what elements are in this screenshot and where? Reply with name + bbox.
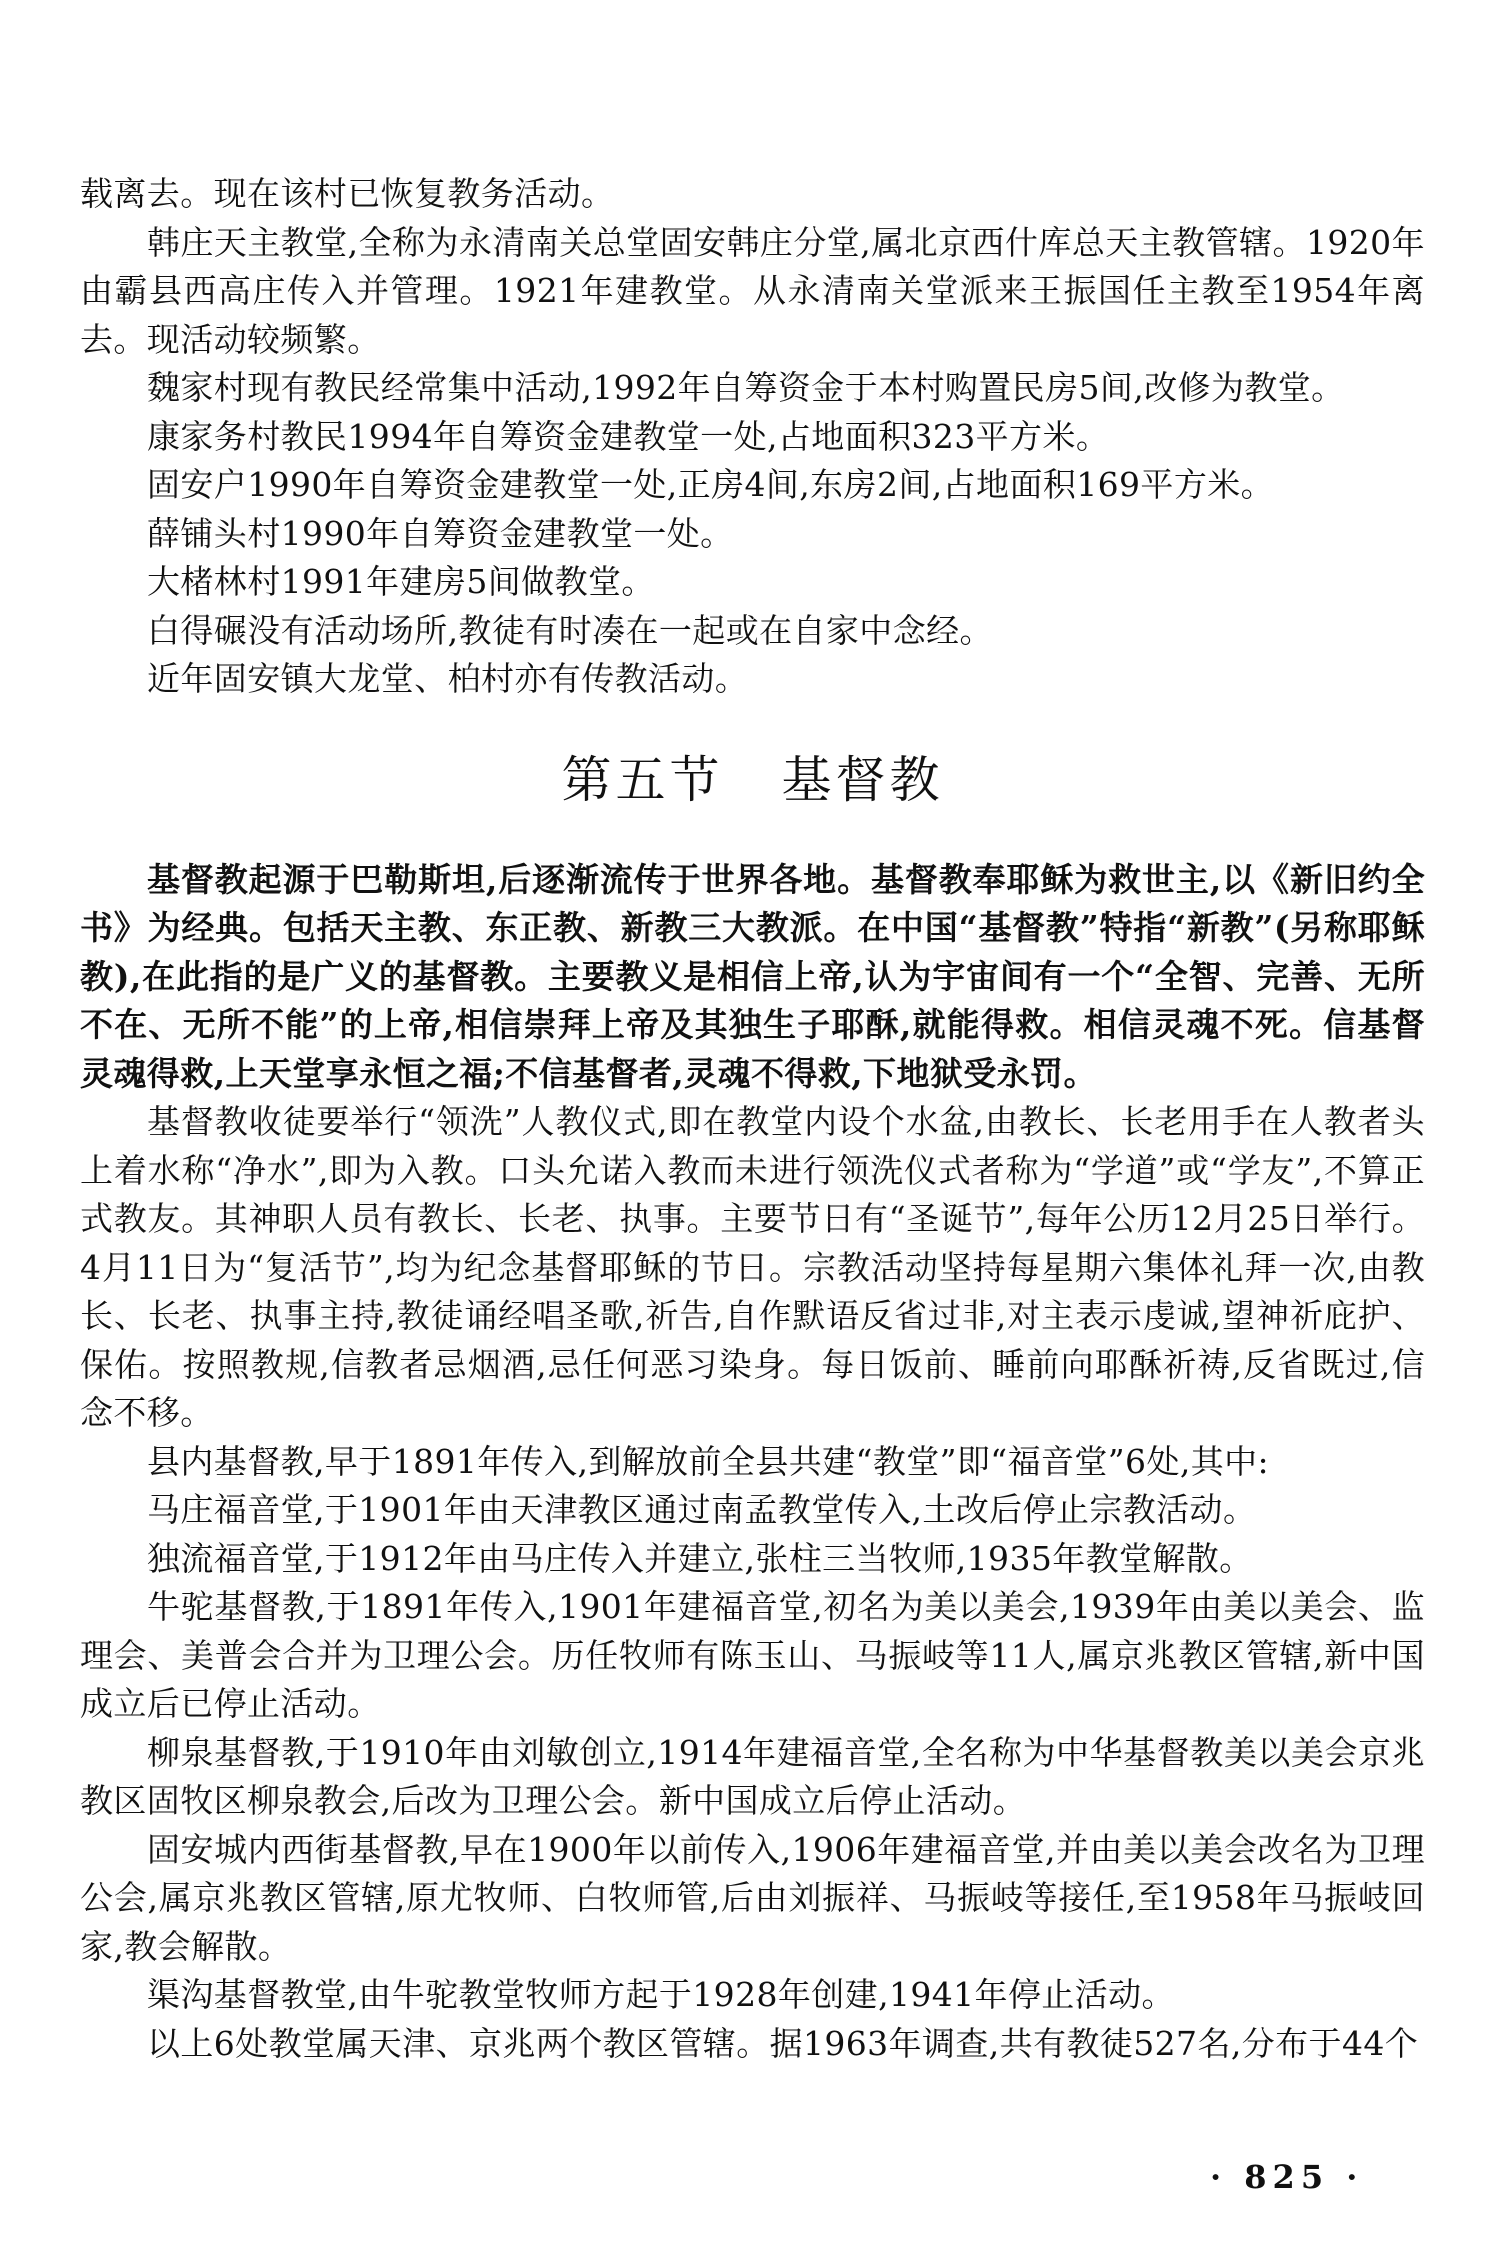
paragraph: 独流福音堂,于1912年由马庄传入并建立,张柱三当牧师,1935年教堂解散。 [147, 1538, 1253, 1578]
section-number: 第五节 [561, 750, 724, 809]
text-block-top [80, 170, 1425, 704]
section-heading [80, 745, 1425, 815]
paragraph: 薛铺头村1990年自筹资金建教堂一处。 [147, 513, 734, 553]
paragraph: 载离去。现在该村已恢复教务活动。 [80, 174, 615, 213]
page-number: · 825 · [1210, 2158, 1364, 2196]
paragraph: 渠沟基督教堂,由牛驼教堂牧师方起于1928年创建,1941年停止活动。 [147, 1975, 1175, 2014]
paragraph: 康家务村教民1994年自筹资金建教堂一处,占地面积323平方米。 [147, 416, 1110, 456]
paragraph: 白得碾没有活动场所,教徒有时凑在一起或在自家中念经。 [147, 610, 993, 650]
paragraph: 魏家村现有教民经常集中活动,1992年自筹资金于本村购置民房5间,改修为教堂。 [147, 368, 1345, 407]
paragraph: 基督教起源于巴勒斯坦,后逐渐流传于世界各地。基督教奉耶稣为救世主,以《新旧约全书》为经典。包括天主教、东正教、新教三大教派。在中国“基督教”特指“新教”(另称耶稣教),在此指的是广义的基督教。主要教义是相信上帝,认为宇宙间有一个“全智、完善、无所不在、无所不能”的上帝,相信崇拜上帝及其独生子耶酥,就能得救。相信灵魂不死。信基督灵魂得救,上天堂享永恒之福;不信基督者,灵魂不得救,下地狱受永罚。 [80, 859, 1425, 1093]
section-title: 基督教 [781, 750, 944, 809]
paragraph: 韩庄天主教堂,全称为永清南关总堂固安韩庄分堂,属北京西什库总天主教管辖。1920年由霸县西高庄传入并管理。1921年建教堂。从永清南关堂派来王振国任主教至1954年离去。现活动较频繁。 [80, 222, 1425, 359]
paragraph: 固安城内西街基督教,早在1900年以前传入,1906年建福音堂,并由美以美会改名为卫理公会,属京兆教区管辖,原尤牧师、白牧师管,后由刘振祥、马振岐等接任,至1958年马振岐回家,教会解散。 [80, 1829, 1425, 1966]
paragraph: 马庄福音堂,于1901年由天津教区通过南孟教堂传入,土改后停止宗教活动。 [147, 1490, 1257, 1529]
paragraph: 基督教收徒要举行“领洗”人教仪式,即在教堂内设个水盆,由教长、长老用手在人教者头上着水称“净水”,即为入教。口头允诺入教而未进行领洗仪式者称为“学道”或“学友”,不算正式教友。其神职人员有教长、长老、执事。主要节日有“圣诞节”,每年公历12月25日举行。4月11日为“复活节”,均为纪念基督耶稣的节日。宗教活动坚持每星期六集体礼拜一次,由教长、长老、执事主持,教徒诵经唱圣歌,祈告,自作默语反省过非,对主表示虔诚,望神祈庇护、保佑。按照教规,信教者忌烟酒,忌任何恶习染身。每日饭前、睡前向耶酥祈祷,反省既过,信念不移。 [80, 1102, 1425, 1432]
paragraph: 大楮林村1991年建房5间做教堂。 [147, 562, 655, 601]
paragraph: 柳泉基督教,于1910年由刘敏创立,1914年建福音堂,全名称为中华基督教美以美会京兆教区固牧区柳泉教会,后改为卫理公会。新中国成立后停止活动。 [80, 1732, 1425, 1820]
paragraph: 固安户1990年自筹资金建教堂一处,正房4间,东房2间,占地面积169平方米。 [147, 465, 1275, 504]
page-content [80, 170, 1425, 2068]
paragraph: 牛驼基督教,于1891年传入,1901年建福音堂,初名为美以美会,1939年由美以美会、监理会、美普会合并为卫理公会。历任牧师有陈玉山、马振岐等11人,属京兆教区管辖,新中国成立后已停止活动。 [80, 1587, 1425, 1723]
paragraph: 近年固安镇大龙堂、柏村亦有传教活动。 [147, 659, 749, 698]
paragraph: 县内基督教,早于1891年传入,到解放前全县共建“教堂”即“福音堂”6处,其中: [147, 1441, 1270, 1481]
text-block-bottom [80, 856, 1425, 2069]
paragraph: 以上6处教堂属天津、京兆两个教区管辖。据1963年调查,共有教徒527名,分布于44个 [147, 2023, 1419, 2063]
